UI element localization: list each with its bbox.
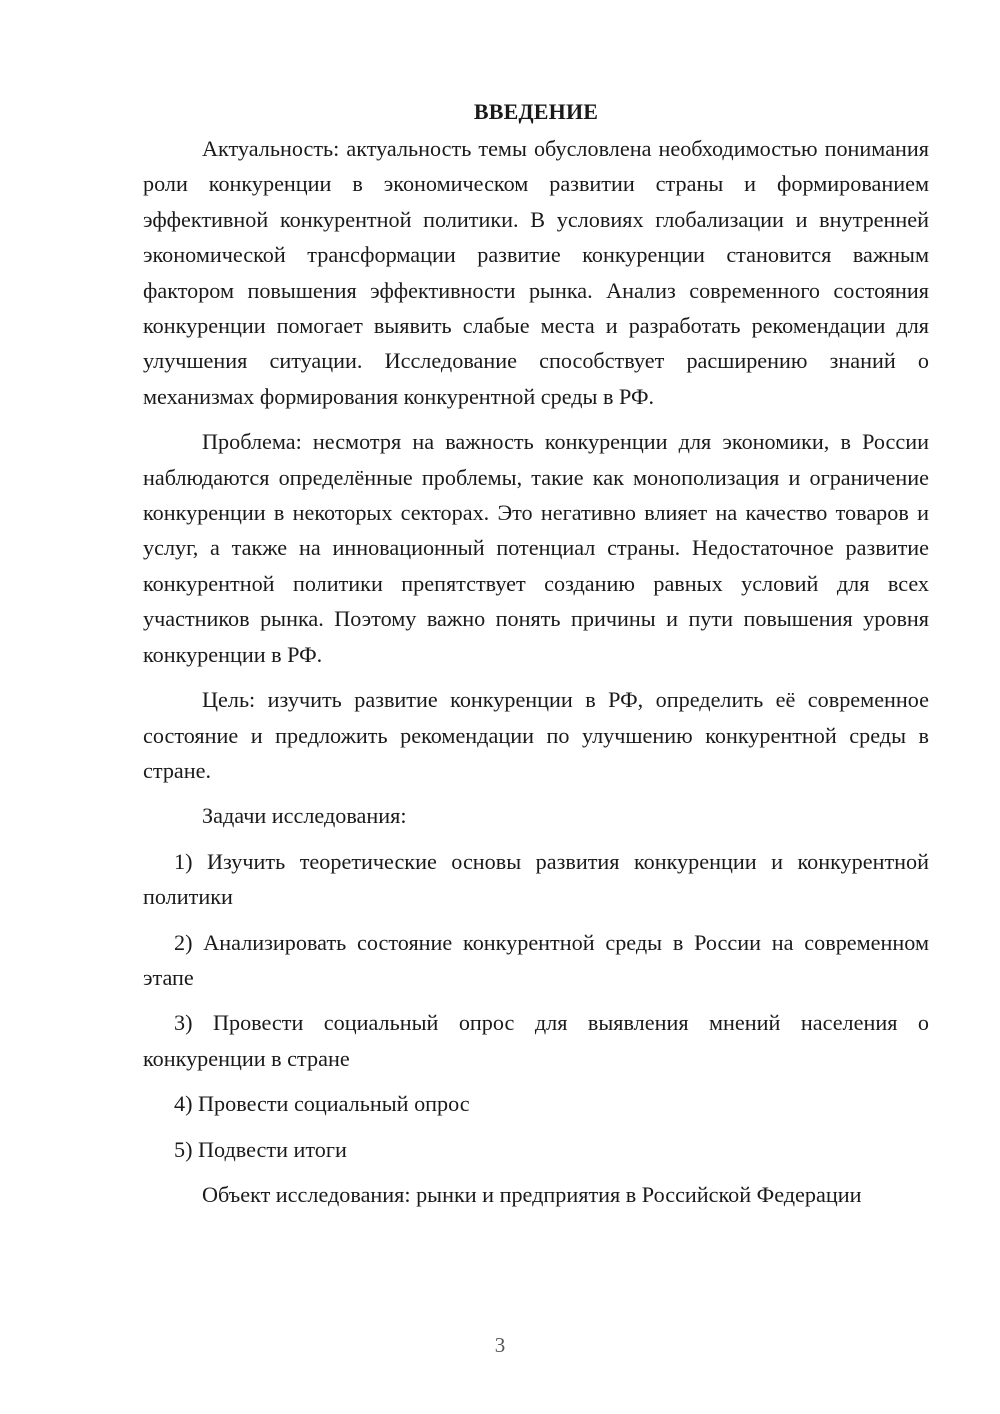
- tasks-heading: Задачи исследования:: [202, 803, 407, 829]
- page-number: 3: [494, 1333, 506, 1357]
- task-item-2: 2) Анализировать состояние конкурентной среды в России на современном этапе: [143, 929, 929, 990]
- section-heading: ВВЕДЕНИЕ: [473, 99, 599, 124]
- document-page: [143, 94, 929, 1212]
- problem-paragraph: Проблема: несмотря на важность конкуренции для экономики, в России наблюдаются определённые проблемы, такие как монополизация и ограничение конкуренции в некоторых секторах. Это негативно влияет на качество товаров и услуг, а также на инновационный потенциал страны. Недостаточное развитие конкурентной политики препятствует созданию равных условий для всех участников рынка. Поэтому важно понять причины и пути повышения уровня конкуренции в РФ.: [143, 429, 929, 667]
- goal-paragraph: Цель: изучить развитие конкуренции в РФ, определить её современное состояние и предложить рекомендации по улучшению конкурентной среды в стране.: [143, 687, 929, 783]
- task-item-3: 3) Провести социальный опрос для выявления мнений населения о конкуренции в стране: [143, 1010, 929, 1071]
- object-paragraph: Объект исследования: рынки и предприятия в Российской Федерации: [202, 1181, 862, 1207]
- task-item-4: 4) Провести социальный опрос: [174, 1091, 470, 1117]
- relevance-paragraph: Актуальность: актуальность темы обусловлена необходимостью понимания роли конкуренции в экономическом развитии страны и формированием эффективной конкурентной политики. В условиях глобализации и внутренней экономической трансформации развитие конкуренции становится важным фактором повышения эффективности рынка. Анализ современного состояния конкуренции помогает выявить слабые места и разработать рекомендации для улучшения ситуации. Исследование способствует расширению знаний о механизмах формирования конкурентной среды в РФ.: [143, 136, 929, 409]
- task-item-5: 5) Подвести итоги: [174, 1136, 347, 1162]
- task-item-1: 1) Изучить теоретические основы развития конкуренции и конкурентной политики: [143, 848, 929, 910]
